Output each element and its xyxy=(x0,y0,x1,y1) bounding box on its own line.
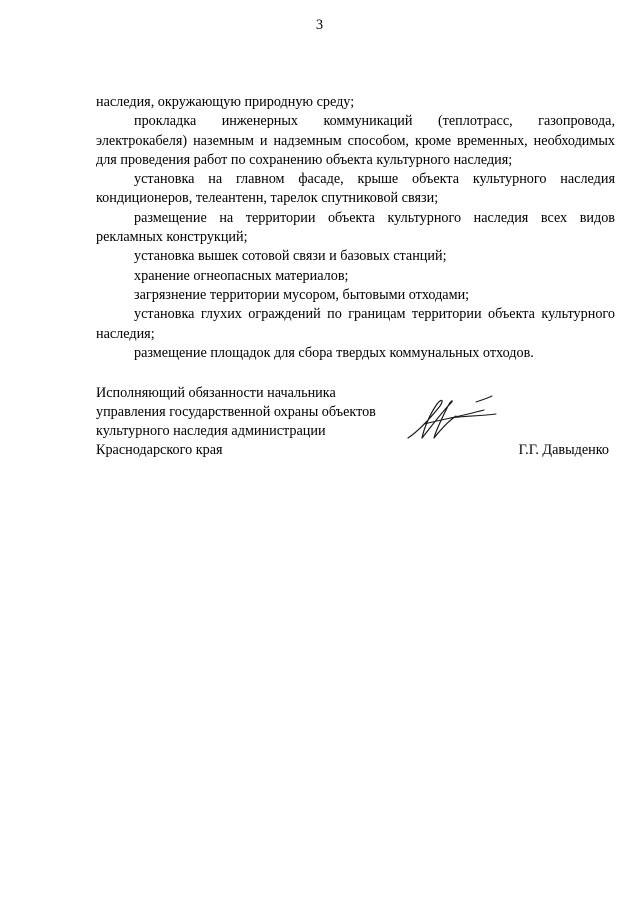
signer-position xyxy=(96,384,416,460)
prohibition-item-waste-sites: размещение площадок для сбора твердых коммунальных отходов. xyxy=(134,344,534,361)
page-number: 3 xyxy=(315,17,324,33)
signer-position-line: управления государственной охраны объектов xyxy=(96,404,376,420)
signer-name: Г.Г. Давыденко xyxy=(518,442,609,458)
prohibition-item-facade-equipment: установка на главном фасаде, крыше объекта культурного наследия кондиционеров, телеантенн, тарелок спутниковой связи; xyxy=(96,171,615,207)
signer-position-line: Исполняющий обязанности начальника xyxy=(96,385,336,401)
prohibition-item-flammables: хранение огнеопасных материалов; xyxy=(134,267,349,284)
signer-position-line: Краснодарского края xyxy=(96,442,223,458)
prohibition-item-fences: установка глухих ограждений по границам территории объекта культурного наследия; xyxy=(96,306,615,342)
signature-block xyxy=(96,384,615,464)
prohibition-item-advertising: размещение на территории объекта культурного наследия всех видов рекламных конструкций; xyxy=(96,209,615,246)
paragraph-continuation: наследия, окружающую природную среду; xyxy=(96,94,355,110)
document-body xyxy=(96,93,615,363)
handwritten-signature-icon xyxy=(402,394,502,444)
prohibition-item-cell-towers: установка вышек сотовой связи и базовых станций; xyxy=(134,248,447,265)
prohibition-item-utilities: прокладка инженерных коммуникаций (теплотрасс, газопровода, электрокабеля) наземным и надземным способом, кроме временных, необходимых для проведения работ по сохранению объекта культурного наследия; xyxy=(96,113,615,168)
prohibition-item-littering: загрязнение территории мусором, бытовыми отходами; xyxy=(134,286,470,303)
signer-position-line: культурного наследия администрации xyxy=(96,423,326,439)
